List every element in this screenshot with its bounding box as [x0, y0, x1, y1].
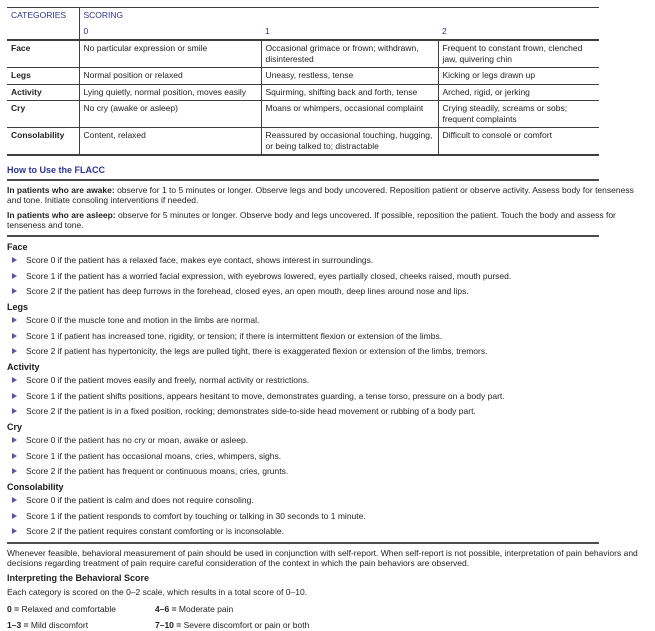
- bullet-arrow-icon: [12, 497, 17, 503]
- legend-label: Severe discomfort or pain or both: [183, 620, 310, 630]
- section-heading-legs: Legs: [7, 301, 29, 312]
- row-cell-score0: No particular expression or smile: [79, 40, 261, 68]
- asleep-instructions: [7, 210, 646, 231]
- list-item: [7, 435, 646, 446]
- asleep-text: observe for 5 minutes or longer. Observe body and legs uncovered. If possible, reposition the patient. Touch the body and assess for tenseness and tone.: [7, 209, 616, 230]
- section-heading-consolability: Consolability: [7, 481, 64, 492]
- bullet-text: Score 1 if the patient responds to comfort by touching or talking in 30 seconds to 1 minute.: [26, 510, 366, 521]
- section-heading-face: Face: [7, 241, 28, 252]
- table-row-cry: [7, 101, 599, 128]
- row-category: Face: [7, 40, 79, 68]
- legend-range: 7–10: [155, 620, 174, 630]
- divider-rule: [7, 542, 599, 544]
- awake-text: observe for 1 to 5 minutes or longer. Observe legs and body uncovered. Reposition patient or observe activity. Assess body for tenseness and tone. Initiate consoling interventions if needed.: [7, 184, 634, 205]
- row-category: Consolability: [7, 128, 79, 156]
- row-cell-score2: Crying steadily, screams or sobs; frequent complaints: [438, 101, 599, 128]
- score-column-1: 1: [261, 24, 438, 41]
- bullet-text: Score 1 if the patient has occasional moans, cries, whimpers, sighs.: [26, 450, 282, 461]
- equals-sign: =: [176, 620, 182, 630]
- bullet-text: Score 0 if the patient moves easily and freely, normal activity or restrictions.: [26, 375, 310, 385]
- row-cell-score1: Moans or whimpers, occasional complaint: [261, 101, 438, 128]
- legend-label: Moderate pain: [178, 603, 234, 614]
- bullet-arrow-icon: [12, 453, 17, 459]
- bullet-arrow-icon: [12, 377, 17, 383]
- interpreting-heading: Interpreting the Behavioral Score: [7, 572, 150, 583]
- equals-sign: =: [171, 603, 177, 614]
- list-item: [7, 391, 646, 402]
- equals-sign: =: [14, 603, 20, 614]
- table-header-row-scores: [7, 24, 599, 41]
- row-cell-score2: Frequent to constant frown, clenched jaw, quivering chin: [438, 40, 599, 68]
- bullet-arrow-icon: [12, 288, 17, 294]
- legend-label: Relaxed and comfortable: [21, 603, 116, 614]
- awake-label: In patients who are awake:: [7, 184, 115, 195]
- list-item: [7, 466, 646, 477]
- score-column-2: 2: [438, 24, 599, 41]
- bullet-text: Score 1 if the patient has a worried facial expression, with eyebrows lowered, eyes partially closed, cheeks raised, mouth pursed.: [26, 270, 512, 281]
- bullet-text: Score 1 if patient has increased tone, rigidity, or tension; if there is intermittent flexion or extension of the limbs.: [26, 330, 443, 341]
- list-item: [7, 406, 646, 417]
- equals-sign: =: [23, 620, 29, 630]
- bullet-text: Score 2 if the patient has frequent or continuous moans, cries, grunts.: [26, 466, 289, 476]
- row-cell-score1: Uneasy, restless, tense: [261, 68, 438, 85]
- list-item: [7, 346, 646, 357]
- row-cell-score0: Lying quietly, normal position, moves easily: [79, 84, 261, 101]
- row-category: Legs: [7, 68, 79, 85]
- bullet-arrow-icon: [12, 317, 17, 323]
- bullet-text: Score 2 if the patient requires constant comforting or is inconsolable.: [26, 526, 284, 536]
- bullet-arrow-icon: [12, 273, 17, 279]
- asleep-label: In patients who are asleep:: [7, 209, 116, 220]
- self-report-note: Whenever feasible, behavioral measurement of pain should be used in conjunction with self-report. When self-report is not possible, interpretation of pain behaviors and decisions regarding treatment of pain require careful consideration of the context in which the pain behaviors are observed.: [7, 547, 638, 568]
- row-category: Activity: [7, 84, 79, 101]
- row-cell-score0: Content, relaxed: [79, 128, 261, 156]
- row-cell-score1: Squirming, shifting back and forth, tense: [261, 84, 438, 101]
- bullet-text: Score 2 if the patient has deep furrows in the forehead, closed eyes, an open mouth, deep lines around nose and lips.: [26, 286, 469, 296]
- table-row-consolability: [7, 128, 599, 156]
- list-item: [7, 451, 646, 462]
- bullet-arrow-icon: [12, 437, 17, 443]
- legend-label: Mild discomfort: [30, 620, 89, 630]
- legend-range: 0: [7, 603, 12, 614]
- bullet-arrow-icon: [12, 257, 17, 263]
- bullet-arrow-icon: [12, 468, 17, 474]
- divider-rule: [7, 179, 599, 181]
- bullet-arrow-icon: [12, 408, 17, 414]
- list-item: [7, 331, 646, 342]
- bullet-arrow-icon: [12, 513, 17, 519]
- legend-range: 1–3: [7, 620, 22, 630]
- list-item: [7, 526, 646, 537]
- scoring-header: SCORING: [83, 10, 124, 20]
- row-cell-score2: Arched, rigid, or jerking: [438, 84, 599, 101]
- divider-rule: [7, 235, 599, 237]
- list-item: [7, 495, 646, 506]
- table-row-activity: [7, 84, 599, 101]
- flacc-scoring-table: [7, 7, 599, 156]
- list-item: [7, 315, 646, 326]
- table-row-legs: [7, 68, 599, 85]
- bullet-arrow-icon: [12, 393, 17, 399]
- score-column-0: 0: [79, 24, 261, 41]
- list-item: [7, 271, 646, 282]
- list-item: [7, 255, 646, 266]
- bullet-text: Score 0 if the patient is calm and does not require consoling.: [26, 495, 254, 505]
- legend-item-relaxed: [7, 604, 155, 615]
- table-header-row-scoring: [7, 8, 599, 24]
- row-cell-score2: Kicking or legs drawn up: [438, 68, 599, 85]
- bullet-text: Score 2 if patient has hypertonicity, the legs are pulled tight, there is exaggerated flexion or extension of the limbs, tremors.: [26, 346, 488, 356]
- section-heading-cry: Cry: [7, 421, 23, 432]
- row-cell-score0: Normal position or relaxed: [79, 68, 261, 85]
- interpreting-intro: Each category is scored on the 0–2 scale, which results in a total score of 0–10.: [7, 587, 308, 597]
- how-to-use-heading: How to Use the FLACC: [7, 165, 105, 175]
- row-cell-score1: Reassured by occasional touching, hugging, or being talked to; distractable: [261, 128, 438, 156]
- list-item: [7, 286, 646, 297]
- bullet-arrow-icon: [12, 348, 17, 354]
- bullet-text: Score 0 if the muscle tone and motion in the limbs are normal.: [26, 315, 260, 325]
- bullet-text: Score 0 if the patient has a relaxed face, makes eye contact, shows interest in surroundings.: [26, 255, 374, 265]
- legend-item-moderate: [155, 604, 487, 615]
- row-cell-score1: Occasional grimace or frown; withdrawn, disinterested: [261, 40, 438, 68]
- categories-header: CATEGORIES: [7, 8, 79, 41]
- list-item: [7, 375, 646, 386]
- row-category: Cry: [7, 101, 79, 128]
- section-heading-activity: Activity: [7, 361, 40, 372]
- bullet-text: Score 0 if the patient has no cry or moan, awake or asleep.: [26, 435, 249, 445]
- bullet-arrow-icon: [12, 528, 17, 534]
- bullet-text: Score 2 if the patient is in a fixed position, rocking; demonstrates side-to-side head movement or rubbing of a body part.: [26, 406, 476, 416]
- row-cell-score2: Difficult to console or comfort: [438, 128, 599, 156]
- awake-instructions: [7, 185, 646, 206]
- score-legend: [7, 604, 487, 631]
- bullet-arrow-icon: [12, 333, 17, 339]
- bullet-text: Score 1 if the patient shifts positions, appears hesitant to move, demonstrates guarding, a tense torso, pressure on a body part.: [26, 390, 505, 401]
- legend-range: 4–6: [155, 603, 170, 614]
- table-row-face: [7, 40, 599, 68]
- row-cell-score0: No cry (awake or asleep): [79, 101, 261, 128]
- list-item: [7, 511, 646, 522]
